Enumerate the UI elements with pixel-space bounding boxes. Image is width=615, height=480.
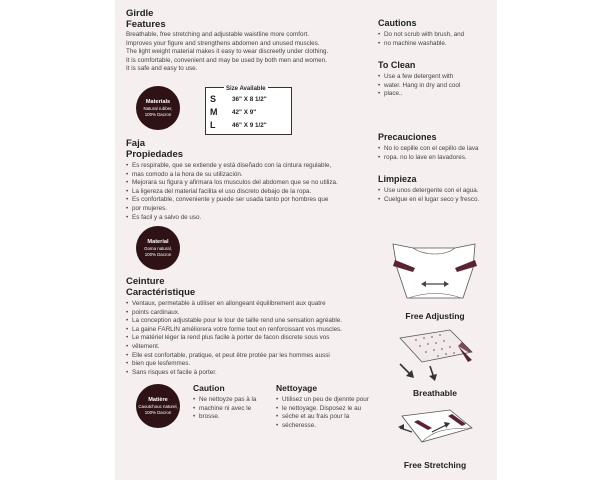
features-text [126,31,366,74]
english-section [126,8,366,74]
size-value: 36" X 8 1/2" [232,96,267,103]
list-item-text: brosse. [199,413,220,421]
ceinture-title: Ceinture [126,276,165,287]
list-item: • Le matériel léger la rend plus facile à porter de facon discrete sous vos [126,334,376,343]
right-column [378,18,493,204]
list-item-text: machine ni avec le [199,404,252,412]
matiere-badge [136,384,180,428]
list-item-text: le nettoyage. Disposez le au [282,404,362,412]
limpieza-list [378,187,493,204]
list-item: • Sans risques et facile à porter. [126,369,376,378]
list-item-text: place.. [384,90,403,98]
limpieza-title: Limpieza [378,174,417,185]
list-item [193,413,273,422]
list-item [378,82,493,91]
list-item: • por mujeres. [126,205,371,214]
caution-fr-block [193,383,273,422]
girdle-title: Girdle [126,8,154,19]
breathable-illustration [392,322,482,384]
caracteristique-heading: Caractéristique [126,287,196,298]
propiedades-heading: Propiedades [126,149,184,160]
size-row [210,94,288,105]
list-item [378,154,493,163]
to-clean-title: To Clean [378,60,416,71]
to-clean-list [378,73,493,99]
propiedades-list [126,162,371,222]
badge-line: 100% Dacron [144,111,172,117]
nettoyage-block [276,383,376,430]
list-item: • Es respirable, que se extiende y está diseñado con la cintura regulable, [126,162,371,171]
badge-title: Material [147,239,169,246]
free-adjusting-caption: Free Adjusting [405,311,465,321]
size-letter: M [210,107,218,117]
free-stretching-caption: Free Stretching [403,460,467,470]
features-line: It is comfortable, convenient and may be used by both men and women. [126,56,327,64]
features-line: Improves your figure and strengthens abdomen and unused muscles. [126,39,320,47]
free-stretching-illustration [392,402,482,458]
list-item-text: Cuelgue en el lugar seco y fresco. [384,195,480,203]
size-row [210,120,288,131]
list-item [276,413,376,422]
nettoyage-list [276,396,376,430]
features-line: Breathable, free stretching and adjustable waistline more comfort. [126,31,310,38]
size-row [210,107,288,118]
features-heading: Features [126,19,166,30]
list-item: • Do not scrub with brush, and [378,31,493,40]
badge-line: Natural rubber, [143,106,173,112]
list-item [378,196,493,205]
badge-line: Caoutchouc naturel, [138,404,178,410]
list-item: • La gaine FARLIN améliorera votre forme tout en renforcissant vos muscles. [126,326,376,335]
caracteristique-list [126,300,376,377]
list-item: • bien que lesfemmes. [126,360,376,369]
size-value: 46" X 9 1/2" [232,122,267,129]
faja-title: Faja [126,138,146,149]
badge-line: 100% Dacron [144,409,172,415]
list-item: • vêtement. [126,343,376,352]
spanish-section [126,138,371,222]
size-value: 42" X 9" [232,109,257,116]
list-item-text: séche et au frais pour la [282,413,350,421]
nettoyage-title: Nettoyage [276,383,318,393]
size-table [205,87,292,135]
list-item-text: ropa. no lo lave en lavadores. [384,153,467,161]
list-item [193,405,273,414]
list-item-text: water. Hang in dry and cool [384,81,461,89]
list-item [126,171,371,180]
list-item-text: no machine washable. [384,39,447,47]
material-badge [136,226,180,270]
list-item: • Es confortable, conveniente y puede ser usada tanto por hombres que [126,196,371,205]
list-item-text: sécheresse. [282,421,316,429]
caution-fr-list [193,396,273,422]
list-item: • Utilisez un peu de djennte pour [276,396,376,405]
badge-title: Materials [145,99,171,106]
list-item: • Ne nettoyze pas à la [193,396,273,405]
badge-title: Matière [148,397,168,404]
list-item: • Use unos detergente con el agua. [378,187,493,196]
list-item: • Mejorara su figura y afirmara los musculos del abdomen que se no utiliza. [126,179,371,188]
caution-fr-title: Caution [193,383,225,393]
features-line: It is safe and easy to use. [126,65,198,73]
list-item: • Es facil y a salvo de uso. [126,214,371,223]
breathable-caption: Breathable [413,388,457,398]
list-item [378,90,493,99]
list-item [276,405,376,414]
precauciones-list [378,145,493,162]
badge-line: Goma natural, [144,246,172,252]
list-item: • Use a few detergent with [378,73,493,82]
badge-line: 100% Dacron [144,251,172,257]
size-letter: L [210,120,216,130]
list-item: • La conception adjustable pour le tour de taille rend une sensation agréable. [126,317,376,326]
materials-badge [136,86,180,130]
list-item: • No lo cepille con el cepillo de lava [378,145,493,154]
precauciones-title: Precauciones [378,131,437,142]
french-section [126,276,376,377]
list-item-text: mas comodo a la hora de su utilización. [132,170,243,178]
cautions-list [378,31,493,48]
list-item [378,40,493,49]
list-item: • La ligereza del material facilita el uso discreto debajo de la ropa. [126,188,371,197]
cautions-title: Cautions [378,18,417,28]
list-item: • points cardinaux. [126,309,376,318]
list-item: • Elle est confortable, pratique, et peut être protée par les hommes aussi [126,352,376,361]
list-item [276,422,376,431]
free-adjusting-illustration [385,238,485,308]
features-line: The light weight material makes it easy to wear discreetly under clothing. [126,48,329,56]
list-item: • Ventaux, permetable à utiliser en allongeant équilibrement aux quatre [126,300,376,309]
size-letter: S [210,94,217,104]
size-table-header: Size Available [226,86,266,92]
